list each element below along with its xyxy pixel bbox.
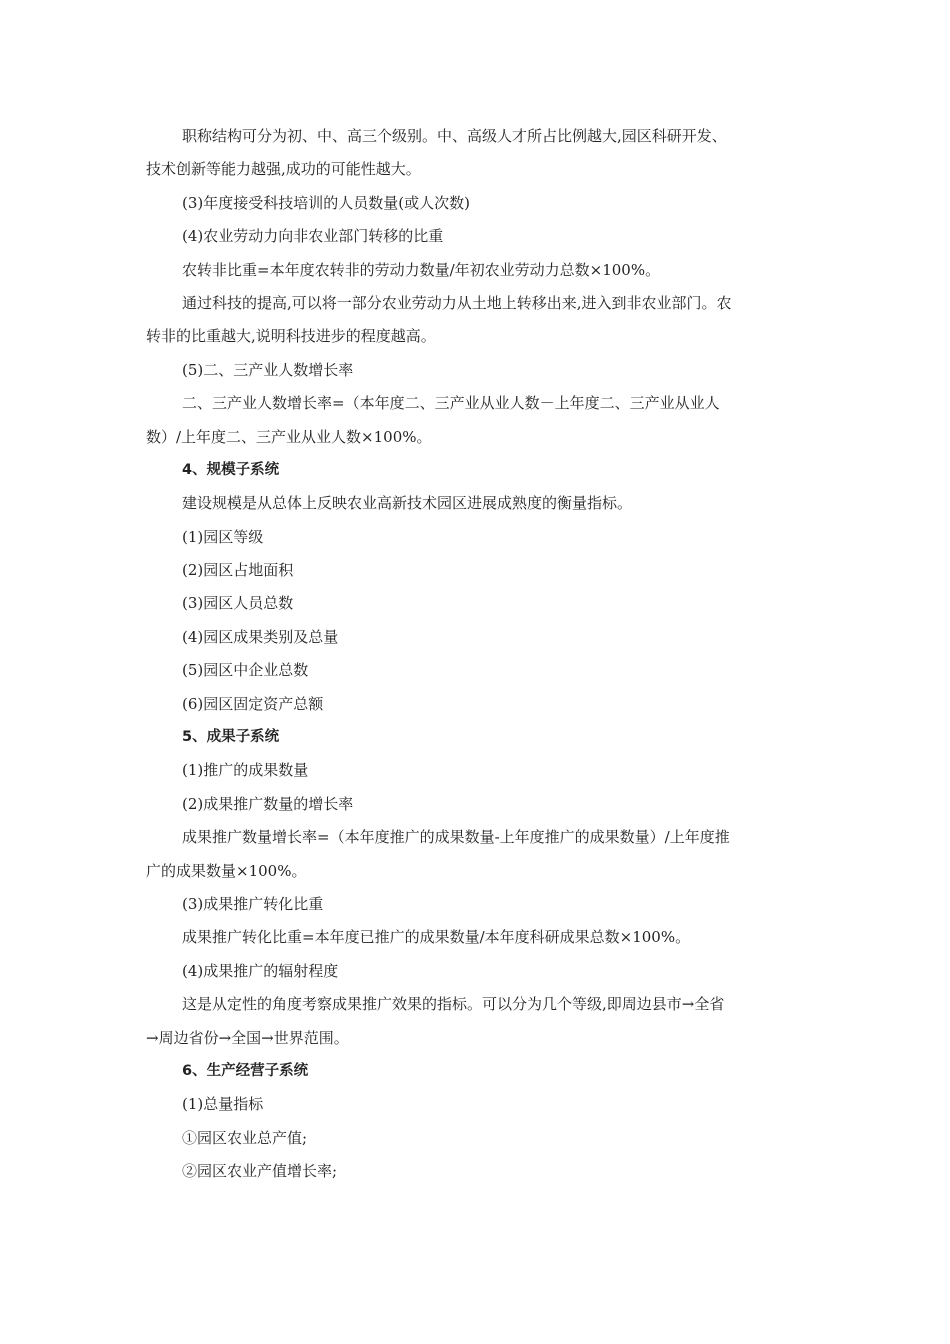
text-line: ②园区农业产值增长率; (182, 1162, 338, 1181)
text-line: 职称结构可分为初、中、高三个级别。中、高级人才所占比例越大,园区科研开发、 (182, 127, 727, 145)
text-line: (4)园区成果类别及总量 (182, 627, 339, 646)
text-line: 成果推广转化比重=本年度已推广的成果数量/本年度科研成果总数×100%。 (182, 928, 691, 947)
text-line: (2)成果推广数量的增长率 (182, 794, 354, 813)
text-line: (5)二、三产业人数增长率 (182, 360, 354, 379)
text-line: ①园区农业总产值; (182, 1128, 308, 1147)
text-line: (1)园区等级 (182, 527, 264, 546)
text-line: 成果推广数量增长率=（本年度推广的成果数量-上年度推广的成果数量）/上年度推 (182, 828, 730, 847)
text-line: (3)年度接受科技培训的人员数量(或人次数) (182, 193, 470, 212)
text-line: (1)推广的成果数量 (182, 761, 309, 780)
text-line: (5)园区中企业总数 (182, 661, 309, 680)
text-line: 建设规模是从总体上反映农业高新技术园区进展成熟度的衡量指标。 (182, 494, 633, 513)
text-line: (4)成果推广的辐射程度 (182, 961, 339, 980)
text-line: (6)园区固定资产总额 (182, 694, 324, 713)
text-line: (2)园区占地面积 (182, 561, 294, 580)
section-heading: 4、规模子系统 (182, 461, 280, 478)
text-line: 通过科技的提高,可以将一部分农业劳动力从土地上转移出来,进入到非农业部门。农 (182, 293, 732, 312)
text-line: 二、三产业人数增长率=（本年度二、三产业从业人数－上年度二、三产业从业人 (182, 394, 720, 413)
text-line: (1)总量指标 (182, 1095, 264, 1114)
text-line: 农转非比重=本年度农转非的劳动力数量/年初农业劳动力总数×100%。 (182, 260, 661, 279)
text-line: 这是从定性的角度考察成果推广效果的指标。可以分为几个等级,即周边县市→全省 (182, 995, 725, 1014)
section-heading: 5、成果子系统 (182, 729, 280, 746)
document-body (146, 120, 804, 1189)
text-line: (4)农业劳动力向非农业部门转移的比重 (182, 227, 444, 246)
text-line: (3)成果推广转化比重 (182, 894, 324, 913)
text-line: (3)园区人员总数 (182, 594, 294, 613)
text-line: 广的成果数量×100%。 (146, 861, 307, 880)
text-line: 技术创新等能力越强,成功的可能性越大。 (146, 160, 421, 179)
section-heading: 6、生产经营子系统 (182, 1062, 309, 1079)
text-line: 数）/上年度二、三产业从业人数×100%。 (146, 427, 432, 446)
text-line: 转非的比重越大,说明科技进步的程度越高。 (146, 327, 436, 346)
text-line: →周边省份→全国→世界范围。 (146, 1028, 349, 1047)
